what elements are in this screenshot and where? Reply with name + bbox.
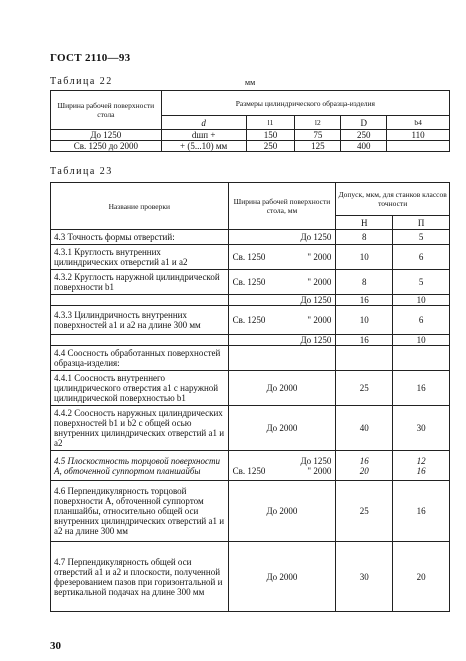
row-4-5-width-lower: " 2000 bbox=[307, 465, 332, 476]
table23 bbox=[50, 182, 450, 612]
table22-sub-d: d bbox=[161, 116, 246, 130]
row-4-4-2-name: 4.4.2 Соосность наружных цилиндрических поверхностей b1 и b2 с общей осью внутренних цилиндрических отверстий a1 и a2 bbox=[51, 406, 229, 451]
table22-row2-b4 bbox=[387, 141, 450, 152]
row-4-3-3-width-left: Св. 1250 bbox=[232, 315, 266, 325]
row-4-7-width: До 2000 bbox=[228, 542, 336, 612]
table22-row2-l2: 125 bbox=[295, 141, 341, 152]
row-4-3-1-p: 6 bbox=[393, 245, 450, 270]
row-4-4-h bbox=[336, 346, 393, 371]
row-4-3-h: 8 bbox=[336, 230, 393, 245]
table22-row2-d: + (5...10) мм bbox=[161, 141, 246, 152]
table22-sub-D: D bbox=[341, 116, 387, 130]
row-4-3-p: 5 bbox=[393, 230, 450, 245]
table22-row2-width: Св. 1250 до 2000 bbox=[51, 141, 162, 152]
row-4-4-2-h: 40 bbox=[336, 406, 393, 451]
table23-class-p: П bbox=[393, 216, 450, 230]
table22-sub-l2: l2 bbox=[295, 116, 341, 130]
table22-row1-width: До 1250 bbox=[51, 130, 162, 141]
table22-sub-l1: l1 bbox=[246, 116, 295, 130]
row-4-5-width-left: Св. 1250 bbox=[232, 465, 266, 476]
row-4-3-3-name: 4.3.3 Цилиндричность внутренних поверхностей a1 и a2 на длине 300 мм bbox=[51, 306, 229, 335]
document-header: ГОСТ 2110—93 bbox=[50, 52, 131, 64]
row-4-4-2-p: 30 bbox=[393, 406, 450, 451]
row-4-5-p-lower: 16 bbox=[416, 465, 426, 476]
row-4-3-1-name: 4.3.1 Круглость внутренних цилиндрических отверстий a1 и a2 bbox=[51, 245, 229, 270]
row-4-3-2b-name bbox=[51, 295, 229, 306]
row-4-3-3-width-right: " 2000 bbox=[307, 315, 332, 325]
row-4-3-1-h: 10 bbox=[336, 245, 393, 270]
row-4-3-2-h: 8 bbox=[336, 270, 393, 295]
row-4-4-2-width: До 2000 bbox=[228, 406, 336, 451]
row-4-7-name: 4.7 Перпендикулярность общей оси отверстий a1 и a2 и плоскости, полученной фрезерованием пазов при горизонтальной и вертикальной подачах на длине 300 мм bbox=[51, 542, 229, 612]
table22-unit: мм bbox=[245, 78, 256, 87]
row-4-3-3b-width-right: До 1250 bbox=[300, 335, 332, 345]
row-4-4-name: 4.4 Соосность обработанных поверхностей образца-изделия: bbox=[51, 346, 229, 371]
table22-caption: Таблица 22 bbox=[50, 76, 113, 87]
row-4-5-width-upper: До 1250 bbox=[300, 455, 332, 466]
table22-sub-b4: b4 bbox=[387, 116, 450, 130]
row-4-3-2b-h: 16 bbox=[336, 295, 393, 306]
table23-name-header: Название проверки bbox=[51, 183, 229, 230]
row-4-3-2-p: 5 bbox=[393, 270, 450, 295]
row-4-3-3-p: 6 bbox=[393, 306, 450, 335]
row-4-5-h-upper: 16 bbox=[359, 455, 369, 466]
table22-row2-l1: 250 bbox=[246, 141, 295, 152]
row-4-6-name: 4.6 Перпендикулярность торцовой поверхности А, обточенной суппортом планшайбы, относительно общей оси внутренних цилиндрических отверстий a1 и a2 на длине 300 мм bbox=[51, 481, 229, 542]
row-4-3-2-name: 4.3.2 Круглость наружной цилиндрической поверхности b1 bbox=[51, 270, 229, 295]
row-4-5-name: 4.5 Плоскостность торцовой поверхности А, обточенной суппортом планшайбы bbox=[51, 451, 229, 481]
row-4-6-width: До 2000 bbox=[228, 481, 336, 542]
row-4-7-p: 20 bbox=[393, 542, 450, 612]
row-4-4-1-name: 4.4.1 Соосность внутреннего цилиндрического отверстия a1 с наружной цилиндрической поверхностью b1 bbox=[51, 371, 229, 406]
row-4-4-1-p: 16 bbox=[393, 371, 450, 406]
row-4-4-1-h: 25 bbox=[336, 371, 393, 406]
row-4-3-2b-width-right: До 1250 bbox=[300, 295, 332, 305]
row-4-5-h-lower: 20 bbox=[359, 465, 369, 476]
page-number: 30 bbox=[50, 640, 61, 652]
row-4-3-2-width-right: " 2000 bbox=[307, 277, 332, 287]
table22-row1-d: dшп + bbox=[161, 130, 246, 141]
table22 bbox=[50, 90, 450, 152]
table23-caption: Таблица 23 bbox=[50, 166, 113, 177]
table23-tol-header: Допуск, мкм, для станков классов точности bbox=[336, 183, 450, 216]
table22-row2-D: 400 bbox=[341, 141, 387, 152]
row-4-3-1-width-left: Св. 1250 bbox=[232, 252, 266, 262]
table22-group-header: Размеры цилиндрического образца-изделия bbox=[161, 91, 449, 116]
row-4-6-p: 16 bbox=[393, 481, 450, 542]
row-4-4-width bbox=[228, 346, 336, 371]
table22-row1-D: 250 bbox=[341, 130, 387, 141]
row-4-3-3-h: 10 bbox=[336, 306, 393, 335]
table23-width-header: Ширина рабочей поверхности стола, мм bbox=[228, 183, 336, 230]
row-4-7-h: 30 bbox=[336, 542, 393, 612]
table22-width-header: Ширина рабочей поверхности стола bbox=[51, 91, 162, 130]
table23-class-h: Н bbox=[336, 216, 393, 230]
row-4-4-1-width: До 2000 bbox=[228, 371, 336, 406]
row-4-3-1-width-right: " 2000 bbox=[307, 252, 332, 262]
row-4-6-h: 25 bbox=[336, 481, 393, 542]
row-4-3-width-right: До 1250 bbox=[300, 232, 332, 242]
row-4-3-3b-h: 16 bbox=[336, 335, 393, 346]
row-4-4-p bbox=[393, 346, 450, 371]
table22-row1-b4: 110 bbox=[387, 130, 450, 141]
table22-row1-l1: 150 bbox=[246, 130, 295, 141]
row-4-3-2-width-left: Св. 1250 bbox=[232, 277, 266, 287]
row-4-3-2b-p: 10 bbox=[393, 295, 450, 306]
table22-row1-l2: 75 bbox=[295, 130, 341, 141]
row-4-3-3b-name bbox=[51, 335, 229, 346]
row-4-3-3b-p: 10 bbox=[393, 335, 450, 346]
row-4-3-name: 4.3 Точность формы отверстий: bbox=[51, 230, 229, 245]
row-4-5-p-upper: 12 bbox=[416, 455, 426, 466]
